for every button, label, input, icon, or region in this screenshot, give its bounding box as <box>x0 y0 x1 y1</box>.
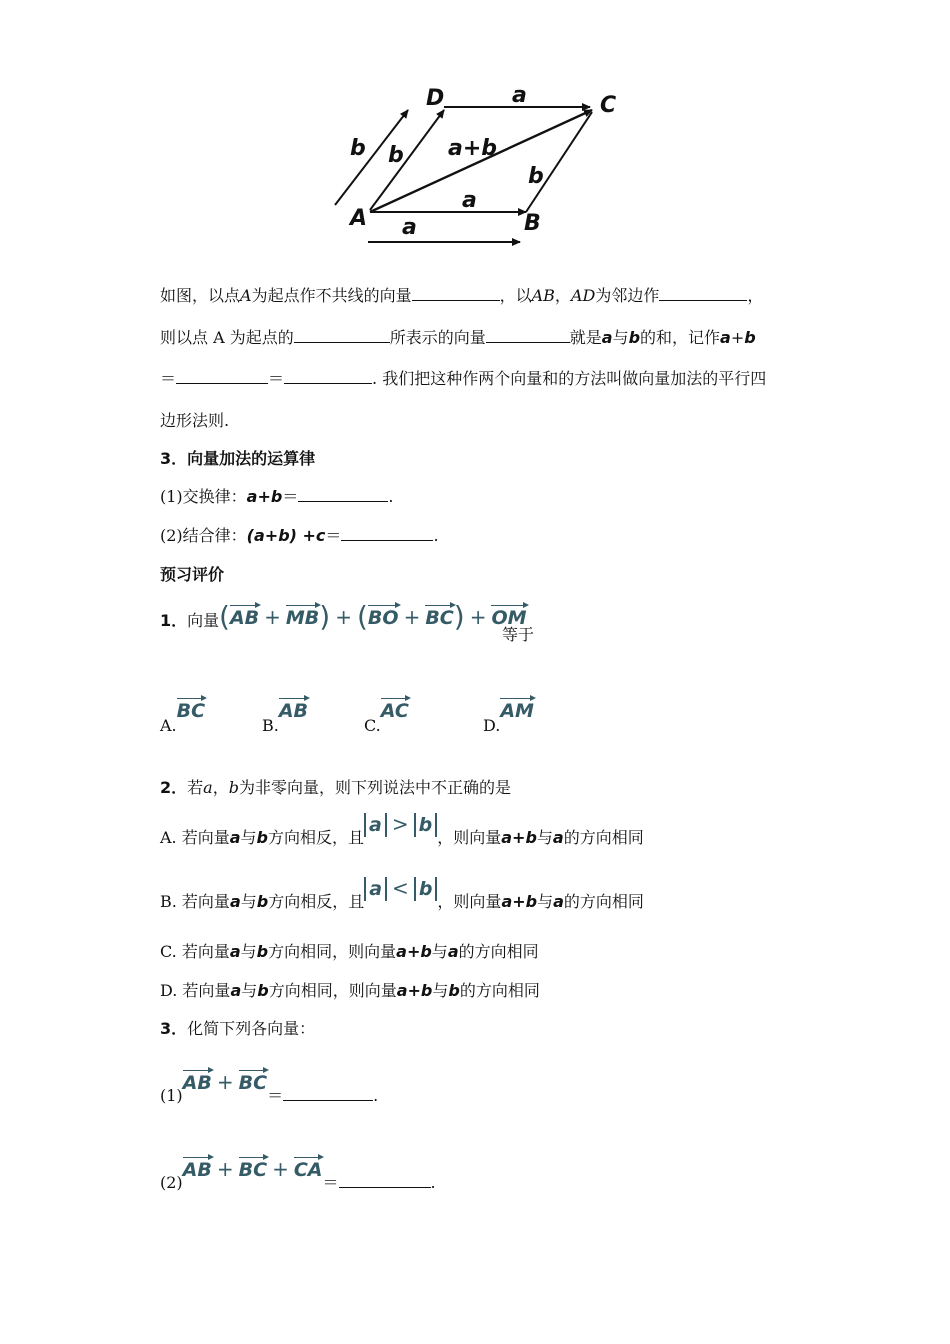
q3-part-1: (1)AB + BC＝ . <box>160 1070 379 1105</box>
norm-b: b <box>414 877 438 901</box>
answer-blank <box>486 328 570 343</box>
q1-option-b: B.AB <box>262 696 308 735</box>
norm-b: b <box>414 813 438 837</box>
para-line-3: ＝ ＝ . 我们把这种作两个向量和的方法叫做向量加法的平行四 <box>160 369 767 388</box>
vector-term: AB <box>230 603 259 628</box>
vector-term: BC <box>425 603 453 628</box>
label-b-free: b <box>350 136 366 161</box>
q2-option-b: B. 若向量a与b方向相反，且a < b，则向量a+b与a的方向相同 <box>160 876 644 911</box>
vector-term: BO <box>368 603 399 628</box>
label-b-BC: b <box>528 164 544 189</box>
answer-blank <box>294 328 390 343</box>
q3-part-2: (2)AB + BC + CA＝ . <box>160 1157 436 1192</box>
question-3: 3．化简下列各向量： <box>160 1019 316 1038</box>
vector-term: OM <box>491 603 526 628</box>
point-D-label: D <box>426 86 445 111</box>
section-3-heading: 3．向量加法的运算律 <box>160 449 316 468</box>
q2-option-a: A. 若向量a与b方向相反，且a > b，则向量a+b与a的方向相同 <box>160 812 644 847</box>
point-B-label: B <box>524 211 541 236</box>
para-line-1: 如图，以点A为起点作不共线的向量 ，以AB，AD为邻边作 ， <box>160 286 764 305</box>
answer-blank <box>339 1173 431 1188</box>
label-a-AB: a <box>462 188 477 213</box>
q2-option-c: C. 若向量a与b方向相同，则向量a+b与a的方向相同 <box>160 942 539 961</box>
point-A-label: A <box>350 206 368 231</box>
para-line-2: 则以点 A 为起点的 所表示的向量 就是a与b的和，记作a+b <box>160 328 756 347</box>
law-associative: (2)结合律：(a+b) +c＝ . <box>160 526 439 545</box>
answer-blank <box>341 526 433 541</box>
answer-blank <box>659 286 747 301</box>
norm-a: a <box>364 877 387 901</box>
answer-blank <box>283 1086 373 1101</box>
label-a-plus-b: a+b <box>448 136 498 161</box>
vector-BC <box>526 112 592 212</box>
label-a-top: a <box>512 83 527 108</box>
norm-a: a <box>364 813 387 837</box>
answer-blank <box>176 369 268 384</box>
vector-term: MB <box>286 603 319 628</box>
law-commutative: (1)交换律：a+b＝ . <box>160 487 394 506</box>
parallelogram-diagram <box>320 80 630 260</box>
question-2: 2．若a，b为非零向量，则下列说法中不正确的是 <box>160 778 511 797</box>
q1-option-a: A.BC <box>160 696 205 735</box>
q1-option-d: D.AM <box>483 696 534 735</box>
question-1-suffix: 等于 <box>502 625 535 644</box>
para-line-4: 边形法则. <box>160 411 230 430</box>
answer-blank <box>298 487 388 502</box>
q2-option-d: D. 若向量a与b方向相同，则向量a+b与b的方向相同 <box>160 981 540 1000</box>
label-b-AD: b <box>388 143 404 168</box>
preview-title: 预习评价 <box>160 565 225 584</box>
label-a-free: a <box>402 215 417 240</box>
question-1-expression: (AB + MB) + (BO + BC) + OM <box>219 600 527 633</box>
q1-option-c: C.AC <box>364 696 409 735</box>
point-C-label: C <box>600 93 617 118</box>
answer-blank <box>412 286 500 301</box>
question-1: 1．向量 <box>160 611 220 630</box>
answer-blank <box>284 369 372 384</box>
